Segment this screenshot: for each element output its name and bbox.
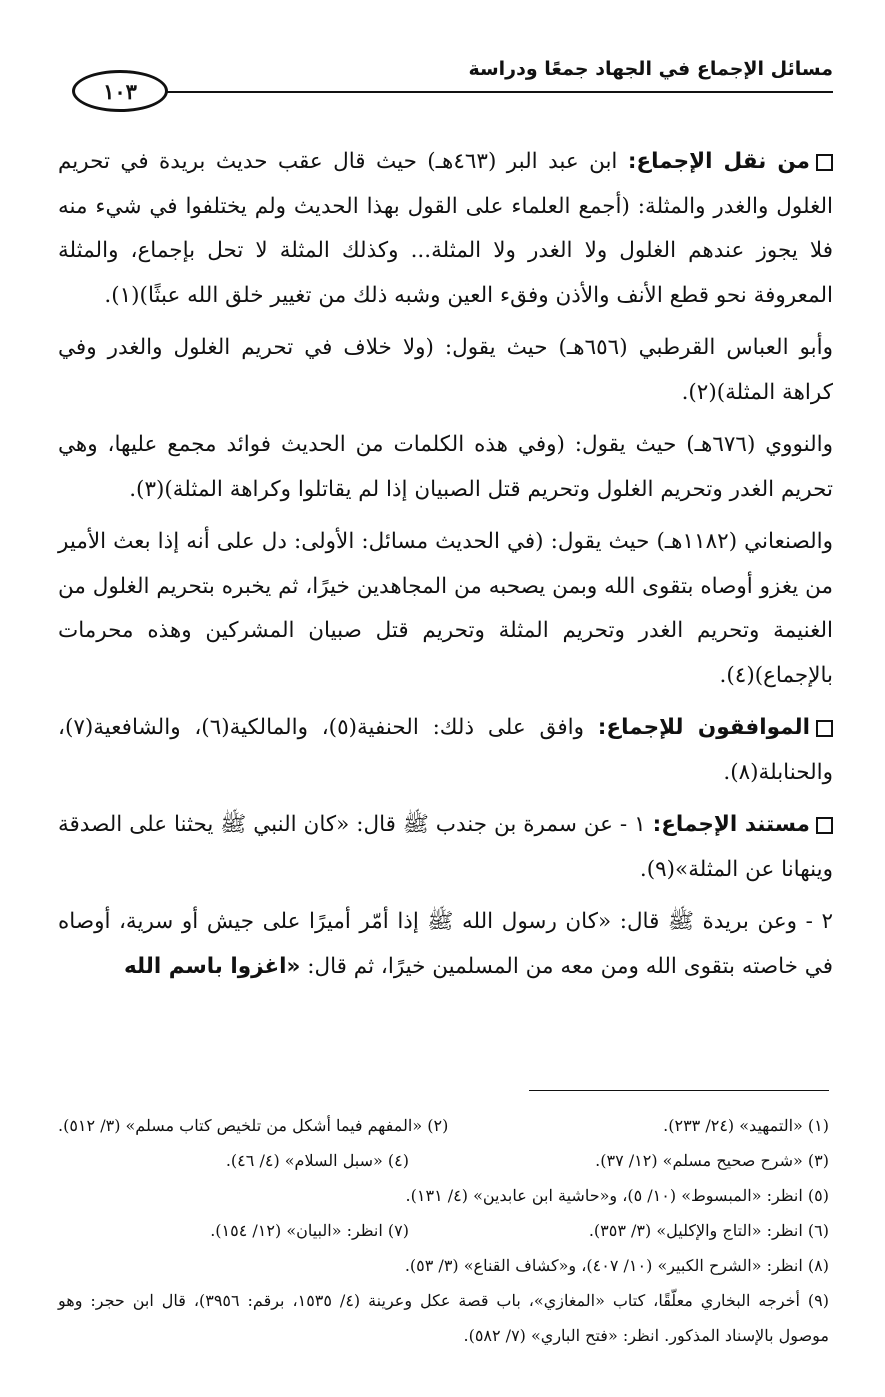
footnote-row [58,1213,829,1248]
footnote-separator [529,1090,829,1091]
square-bullet-icon [816,154,833,171]
footnote-2: (٢) «المفهم فيما أشكل من تلخيص كتاب مسلم» (٣/ ٥١٢). [58,1116,449,1135]
paragraph-text: ٢ - وعن بريدة ﷺ قال: «كان رسول الله ﷺ إذا أمّر أميرًا على جيش أو سرية، أوصاه في خاصته بتقوى الله ومن معه من المسلمين خيرًا، ثم قال: [58,909,833,979]
footnote-6: (٦) انظر: «التاج والإكليل» (٣/ ٣٥٣). [588,1221,829,1240]
footnote-7: (٧) انظر: «البيان» (١٢/ ١٥٤). [210,1221,409,1240]
main-text [58,140,833,997]
paragraph-text: ١ - عن سمرة بن جندب ﷺ قال: «كان النبي ﷺ يحثنا على الصدقة وينهانا عن المثلة»(٩). [58,812,833,882]
section-heading: مستند الإجماع: [652,812,810,837]
footnote-1: (١) «التمهيد» (٢٤/ ٢٣٣). [663,1116,829,1135]
bold-quote: «اغزوا باسم الله [123,953,301,979]
footnote-3: (٣) «شرح صحيح مسلم» (١٢/ ٣٧). [595,1151,829,1170]
page-number: ١٠٣ [72,70,168,112]
footnotes [58,1108,829,1353]
paragraph-ijma-basis [58,803,833,892]
footnote-row [58,1178,829,1213]
square-bullet-icon [816,817,833,834]
paragraph-buraydah-hadith [58,900,833,989]
section-heading: من نقل الإجماع: [627,149,810,174]
running-title: مسائل الإجماع في الجهاد جمعًا ودراسة [468,58,833,80]
footnote-row [58,1248,829,1283]
paragraph-sanani: والصنعاني (١١٨٢هـ) حيث يقول: (في الحديث مسائل: الأولى: دل على أنه إذا بعث الأمير من يغزو أوصاه بتقوى الله وبمن يصحبه من المجاهدين خيرًا، ثم يخبره بتحريم الغلول من الغنيمة وتحريم الغدر وتحريم المثلة وتحريم قتل صبيان المشركين وهذه محرمات بالإجماع)(٤). [58,529,833,688]
footnote-row [58,1108,829,1143]
paragraph-nawawi: والنووي (٦٧٦هـ) حيث يقول: (وفي هذه الكلمات من الحديث فوائد مجمع عليها، وهي تحريم الغدر وتحريم الغلول وتحريم قتل الصبيان إذا لم يقاتلوا وكراهة المثلة)(٣). [58,432,833,502]
footnote-8: (٨) انظر: «الشرح الكبير» (١٠/ ٤٠٧)، و«كشاف القناع» (٣/ ٥٣). [404,1256,829,1275]
paragraph-agreeing-schools [58,706,833,795]
paragraph-text: وافق على ذلك: الحنفية(٥)، والمالكية(٦)، والشافعية(٧)، والحنابلة(٨). [58,715,833,785]
footnote-row [58,1143,829,1178]
square-bullet-icon [816,720,833,737]
footnote-4: (٤) «سبل السلام» (٤/ ٤٦). [225,1151,409,1170]
header-rule [158,91,833,93]
paragraph-text: ابن عبد البر (٤٦٣هـ) حيث قال عقب حديث بريدة في تحريم الغلول والغدر والمثلة: (أجمع العلماء على القول بهذا الحديث ولم يختلفوا في شيء منه فلا يجوز عندهم الغلول ولا الغدر ولا المثلة... وكذلك المثلة لا تحل بإجماع، والمثلة المعروفة نحو قطع الأنف والأذن وفقء العين وشبه ذلك من تغيير خلق الله عبثًا)(١). [58,149,833,308]
section-heading: الموافقون للإجماع: [597,715,810,740]
paragraph-qurtubi: وأبو العباس القرطبي (٦٥٦هـ) حيث يقول: (ولا خلاف في تحريم الغلول والغدر وفي كراهة المثلة)(٢). [58,335,833,405]
paragraph-ijma-transmitters [58,140,833,318]
footnote-5: (٥) انظر: «المبسوط» (١٠/ ٥)، و«حاشية ابن عابدين» (٤/ ١٣١). [405,1186,829,1205]
page-header [68,58,833,120]
footnote-9: (٩) أخرجه البخاري معلّقًا، كتاب «المغازي»، باب قصة عكل وعرينة (٤/ ١٥٣٥، برقم: ٣٩٥٦)، قال ابن حجر: وهو موصول بالإسناد المذكور. انظر: «فتح الباري» (٧/ ٥٨٢). [58,1291,829,1345]
